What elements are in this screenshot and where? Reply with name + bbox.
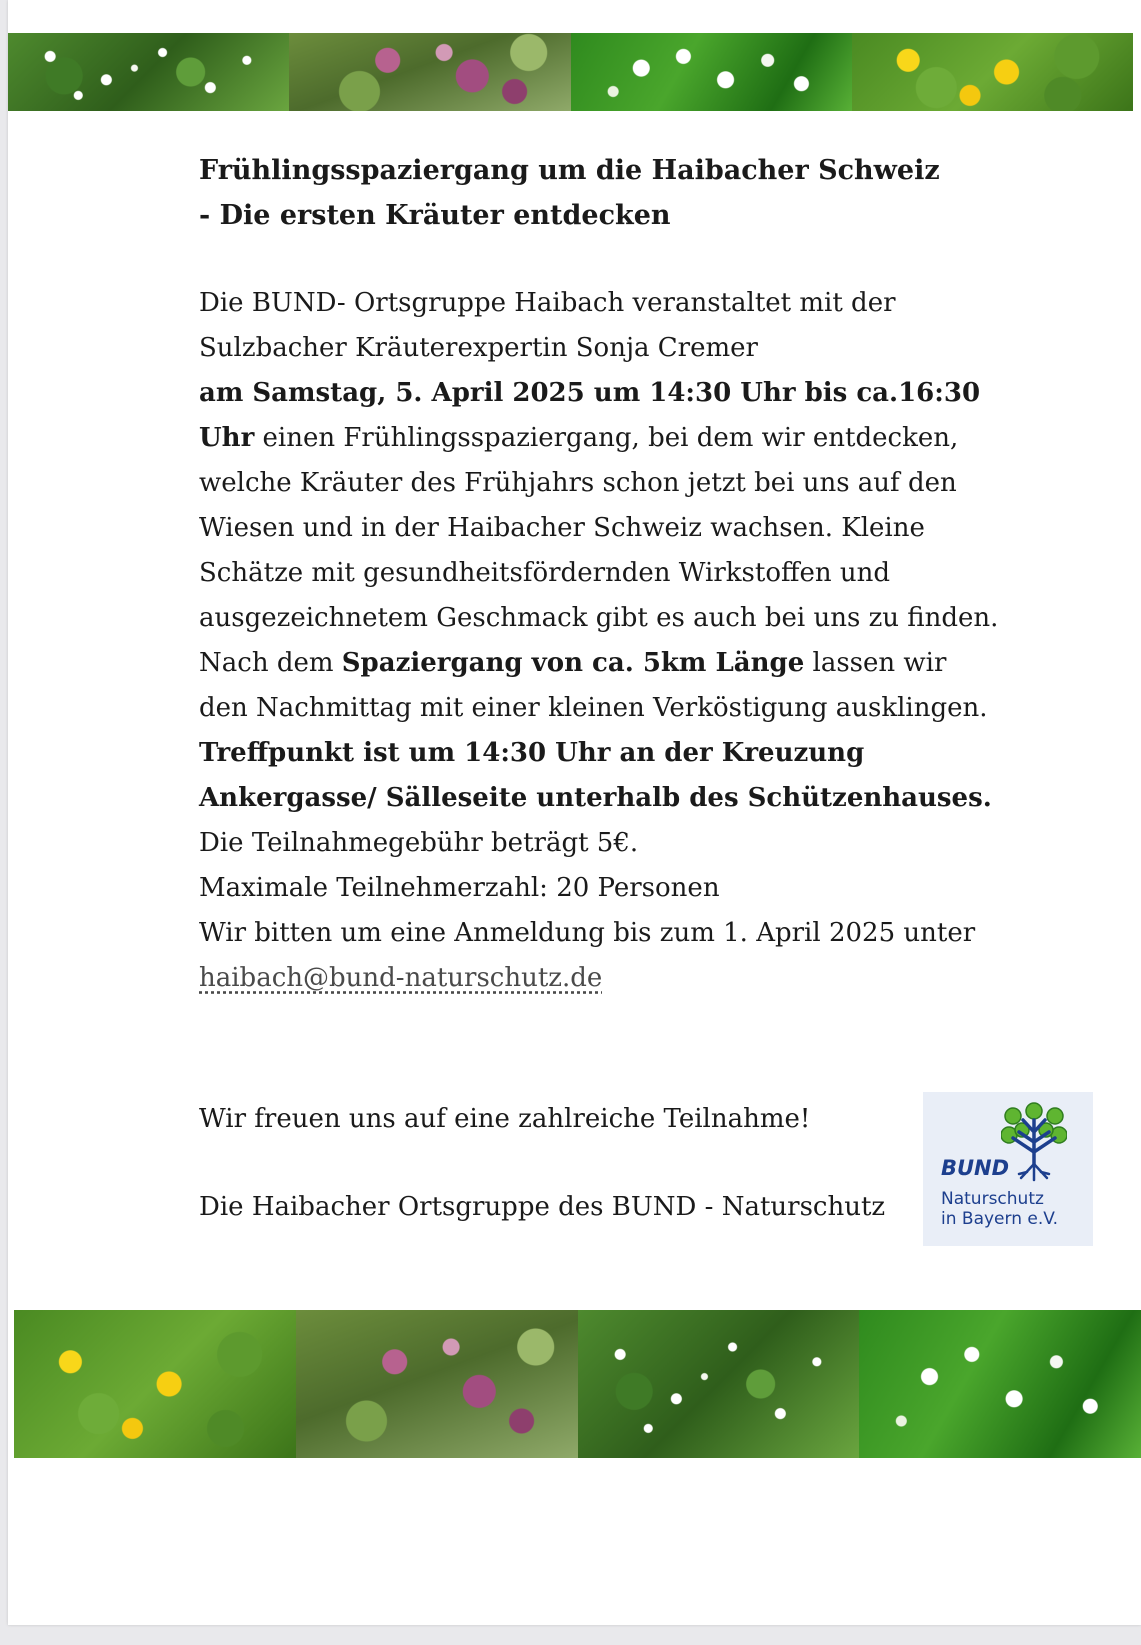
bund-logo: [923, 1092, 1093, 1246]
wild-garlic-photo: [571, 33, 852, 111]
meeting-point: Treffpunkt ist um 14:30 Uhr an der Kreuzung Ankergasse/ Sälleseite unterhalb des Schützenhauses.: [199, 738, 992, 813]
logo-brand: BUND: [941, 1156, 1010, 1180]
logo-subtitle: Naturschutz in Bayern e.V.: [941, 1189, 1059, 1229]
signature-text: Die Haibacher Ortsgruppe des BUND - Naturschutz: [199, 1192, 886, 1222]
page-title: Frühlingsspaziergang um die Haibacher Schweiz - Die ersten Kräuter entdecken: [199, 155, 940, 231]
meeting-paragraph: [199, 731, 999, 821]
details-paragraph: [199, 371, 999, 731]
max-participants-text: Maximale Teilnehmerzahl: 20 Personen: [199, 873, 720, 903]
fee-text: Die Teilnahmegebühr beträgt 5€.: [199, 828, 639, 858]
lesser-celandine-photo: [852, 33, 1133, 111]
flyer-body: [199, 281, 999, 1001]
lesser-celandine-photo: [14, 1310, 296, 1458]
red-deadnettle-photo: [289, 33, 570, 111]
email-paragraph: [199, 956, 999, 1001]
description-text: einen Frühlingsspaziergang, bei dem wir entdecken, welche Kräuter des Frühjahrs schon jetzt bei uns auf den Wiesen und in der Haibacher Schweiz wachsen. Kleine Schätze mit gesundheitsfördernden Wirkstoffen und ausgezeichnetem Geschmack gibt es auch bei uns zu finden. Nach dem: [199, 423, 999, 678]
flyer-content: [199, 148, 999, 1001]
bottom-photo-strip: [14, 1310, 1141, 1458]
document-page: [8, 0, 1141, 1625]
chickweed-photo: [8, 33, 289, 111]
wild-garlic-photo: [859, 1310, 1141, 1458]
intro-text: Die BUND- Ortsgruppe Haibach veranstaltet mit der Sulzbacher Kräuterexpertin Sonja Cremer: [199, 288, 896, 363]
email-link[interactable]: haibach@bund-naturschutz.de: [199, 963, 603, 993]
walk-length: Spaziergang von ca. 5km Länge: [341, 648, 805, 678]
chickweed-photo: [578, 1310, 860, 1458]
description-end: lassen wir den Nachmittag mit einer kleinen Verköstigung ausklingen.: [199, 648, 988, 723]
greeting-text: Wir freuen uns auf eine zahlreiche Teilnahme!: [199, 1104, 811, 1134]
top-photo-strip: [8, 33, 1133, 111]
tree-icon: [1001, 1102, 1067, 1182]
registration-text: Wir bitten um eine Anmeldung bis zum 1. April 2025 unter: [199, 918, 976, 948]
red-deadnettle-photo: [296, 1310, 578, 1458]
intro-paragraph: [199, 281, 999, 371]
event-date: am Samstag, 5. April 2025 um 14:30 Uhr bis ca.16:30 Uhr: [199, 378, 981, 453]
